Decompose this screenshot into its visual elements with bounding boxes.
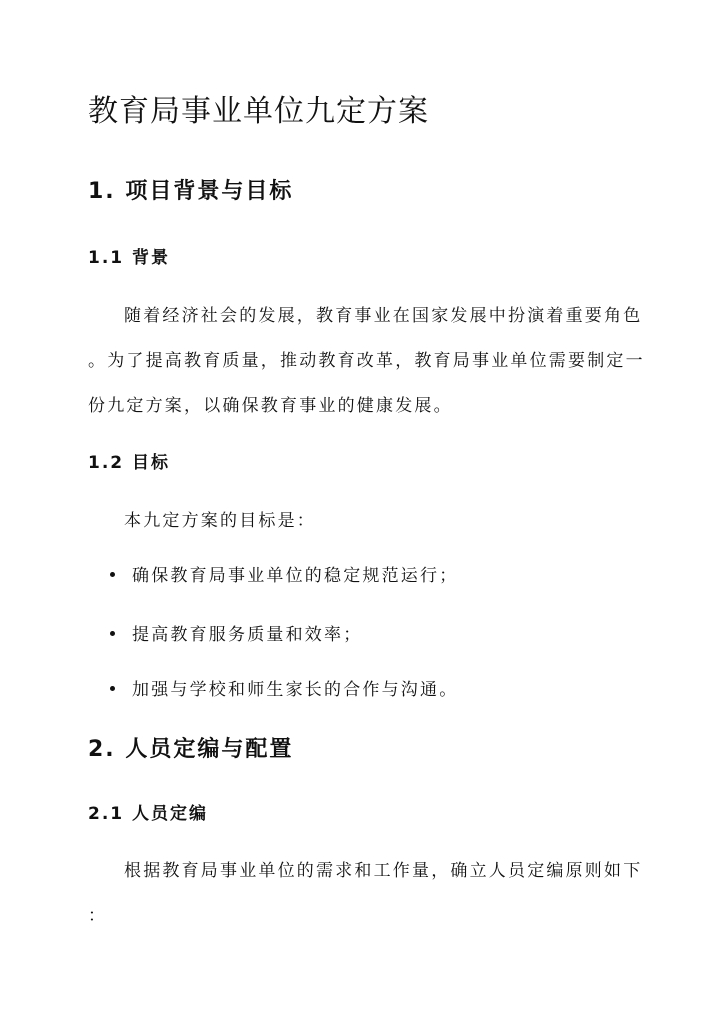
list-item: 提高教育服务质量和效率； xyxy=(132,625,363,645)
paragraph-line: 根据教育局事业单位的需求和工作量，确立人员定编原则如下 xyxy=(124,861,643,881)
list-item: 加强与学校和师生家长的合作与沟通。 xyxy=(132,680,459,700)
paragraph-line: 。为了提高教育质量，推动教育改革，教育局事业单位需要制定一 xyxy=(88,351,645,371)
bullet-marker xyxy=(110,572,115,577)
bullet-marker xyxy=(110,686,115,691)
list-item: 确保教育局事业单位的稳定规范运行； xyxy=(132,566,459,586)
subsection-1-1-heading: 1.1 背景 xyxy=(88,248,171,268)
paragraph-line: ： xyxy=(88,906,108,926)
subsection-2-1-heading: 2.1 人员定编 xyxy=(88,804,209,824)
paragraph-line: 随着经济社会的发展，教育事业在国家发展中扮演着重要角色 xyxy=(124,306,643,326)
subsection-1-2-heading: 1.2 目标 xyxy=(88,453,171,473)
paragraph-line: 本九定方案的目标是： xyxy=(124,511,316,531)
paragraph-line: 份九定方案，以确保教育事业的健康发展。 xyxy=(88,396,453,416)
section-1-heading: 1. 项目背景与目标 xyxy=(88,179,294,204)
section-2-heading: 2. 人员定编与配置 xyxy=(88,737,294,762)
document-title: 教育局事业单位九定方案 xyxy=(88,94,429,129)
bullet-marker xyxy=(110,631,115,636)
